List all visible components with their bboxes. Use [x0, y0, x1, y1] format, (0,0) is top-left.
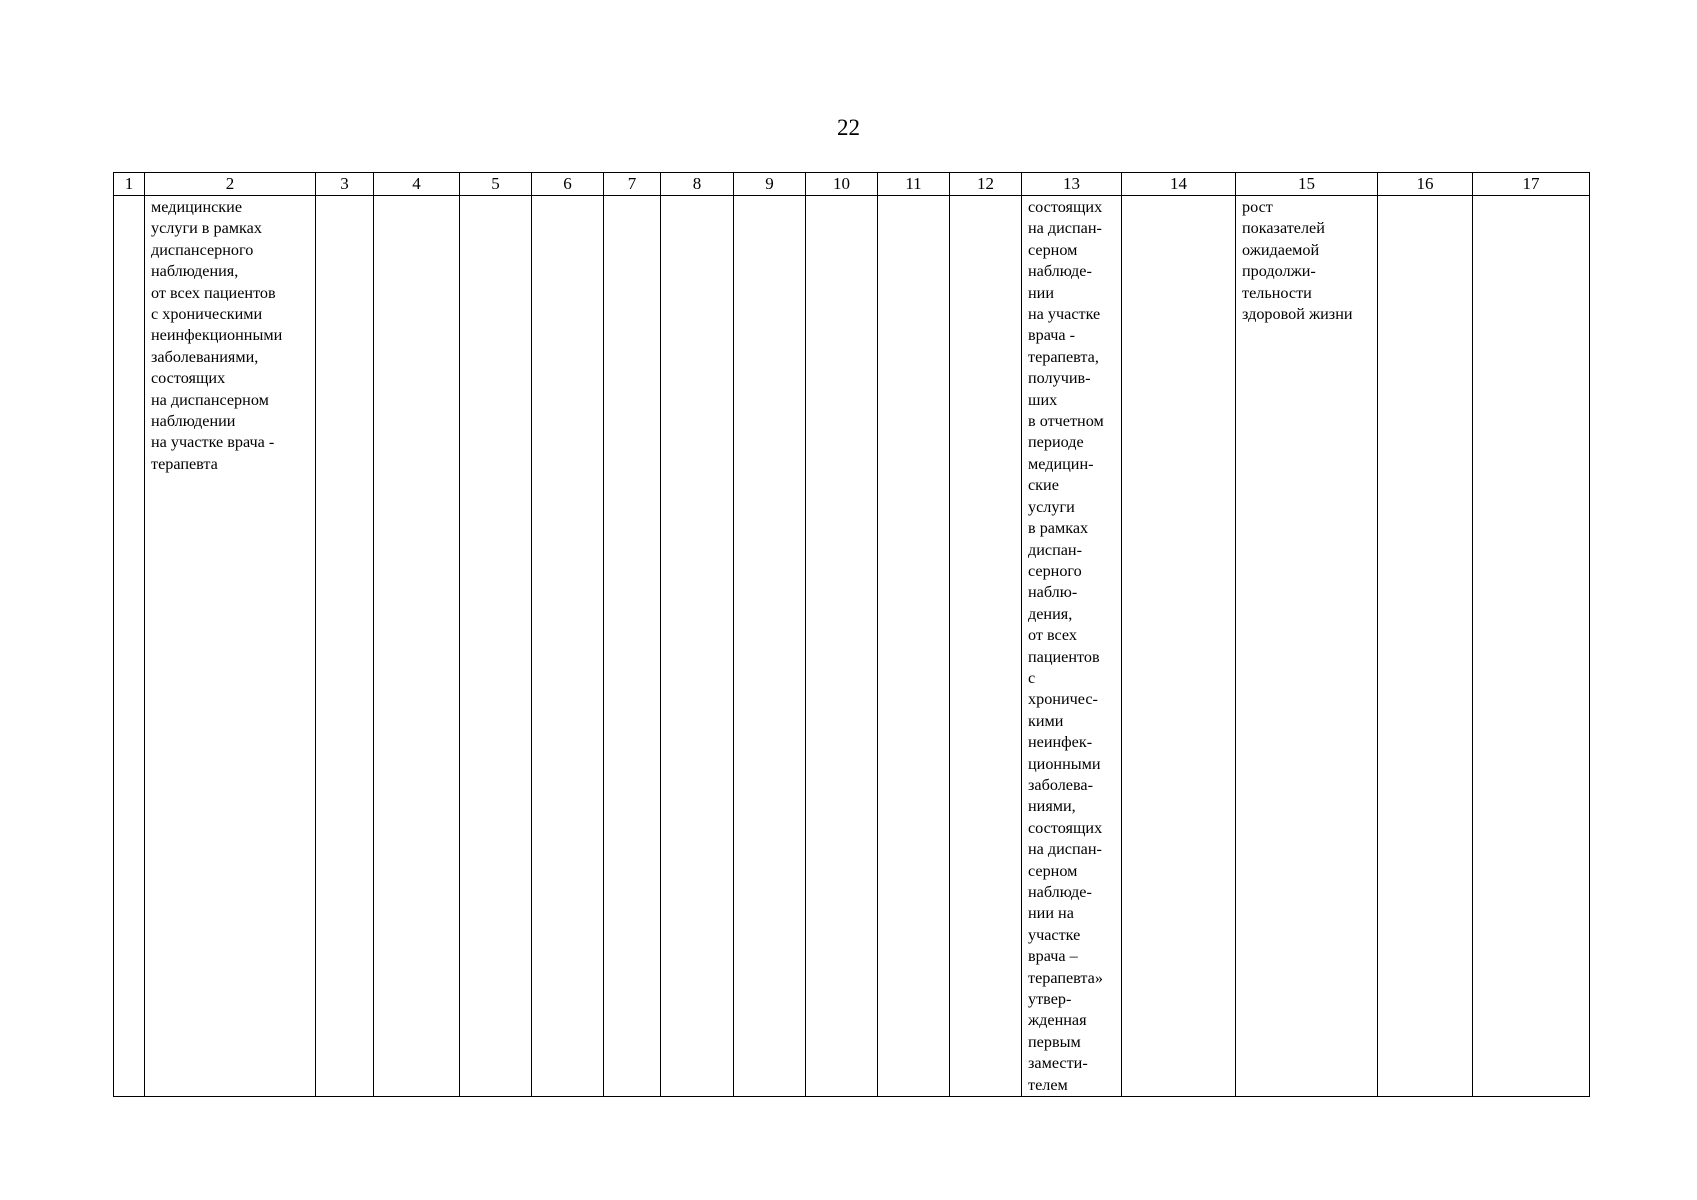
page-number: 22 — [837, 115, 860, 140]
column-header-12: 12 — [950, 173, 1022, 196]
column-header-4: 4 — [374, 173, 460, 196]
cell-col-16 — [1378, 196, 1473, 1097]
cell-text-col-15: рост показателей ожидаемой продолжи- тельности здоровой жизни — [1242, 198, 1353, 324]
cell-text-col-14 — [1122, 196, 1235, 197]
table-row — [114, 196, 1590, 1097]
cell-col-10 — [806, 196, 878, 1097]
cell-col-1 — [114, 196, 145, 1097]
cell-col-11 — [878, 196, 950, 1097]
document-table — [113, 172, 1590, 1097]
column-header-3: 3 — [316, 173, 374, 196]
cell-col-17 — [1473, 196, 1590, 1097]
column-header-16: 16 — [1378, 173, 1473, 196]
cell-col-8 — [661, 196, 734, 1097]
cell-col-3 — [316, 196, 374, 1097]
column-header-2: 2 — [145, 173, 316, 196]
cell-text-col-12 — [950, 196, 1021, 197]
column-header-6: 6 — [532, 173, 604, 196]
column-header-5: 5 — [460, 173, 532, 196]
cell-text-col-8 — [661, 196, 733, 197]
cell-col-14 — [1122, 196, 1236, 1097]
cell-col-5 — [460, 196, 532, 1097]
cell-text-col-13: состоящих на диспан- серном наблюде- нии на участке врача - терапевта, получив- ших в отчетном периоде медицин- ские услуги в рамках диспан- серного наблю- дения, от всех пациентов с хроничес- кими неинфек- ционными заболева- ниями, состоящих на диспан- серном наблюде- нии на участке врача – терапевта» утвер- жденная первым замести- телем — [1028, 198, 1104, 1094]
column-header-7: 7 — [604, 173, 661, 196]
cell-col-13 — [1022, 196, 1122, 1097]
column-header-15: 15 — [1236, 173, 1378, 196]
column-header-11: 11 — [878, 173, 950, 196]
column-header-8: 8 — [661, 173, 734, 196]
cell-col-15 — [1236, 196, 1378, 1097]
column-header-14: 14 — [1122, 173, 1236, 196]
cell-text-col-5 — [460, 196, 531, 197]
cell-text-col-1 — [114, 196, 144, 197]
column-header-17: 17 — [1473, 173, 1590, 196]
cell-text-col-11 — [878, 196, 949, 197]
header-row — [114, 173, 1590, 196]
cell-text-col-2: медицинские услуги в рамках диспансерного наблюдения, от всех пациентов с хроническими неинфекционными заболеваниями, состоящих на диспансерном наблюдении на участке врача - терапевта — [151, 198, 283, 473]
cell-col-2 — [145, 196, 316, 1097]
cell-col-4 — [374, 196, 460, 1097]
cell-col-7 — [604, 196, 661, 1097]
cell-text-col-10 — [806, 196, 877, 197]
cell-col-12 — [950, 196, 1022, 1097]
cell-text-col-9 — [734, 196, 805, 197]
cell-text-col-4 — [374, 196, 459, 197]
column-header-9: 9 — [734, 173, 806, 196]
cell-col-6 — [532, 196, 604, 1097]
cell-text-col-16 — [1378, 196, 1472, 197]
column-header-10: 10 — [806, 173, 878, 196]
cell-text-col-7 — [604, 196, 660, 197]
cell-text-col-6 — [532, 196, 603, 197]
cell-text-col-3 — [316, 196, 373, 197]
cell-col-9 — [734, 196, 806, 1097]
column-header-13: 13 — [1022, 173, 1122, 196]
column-header-1: 1 — [114, 173, 145, 196]
cell-text-col-17 — [1473, 196, 1589, 197]
